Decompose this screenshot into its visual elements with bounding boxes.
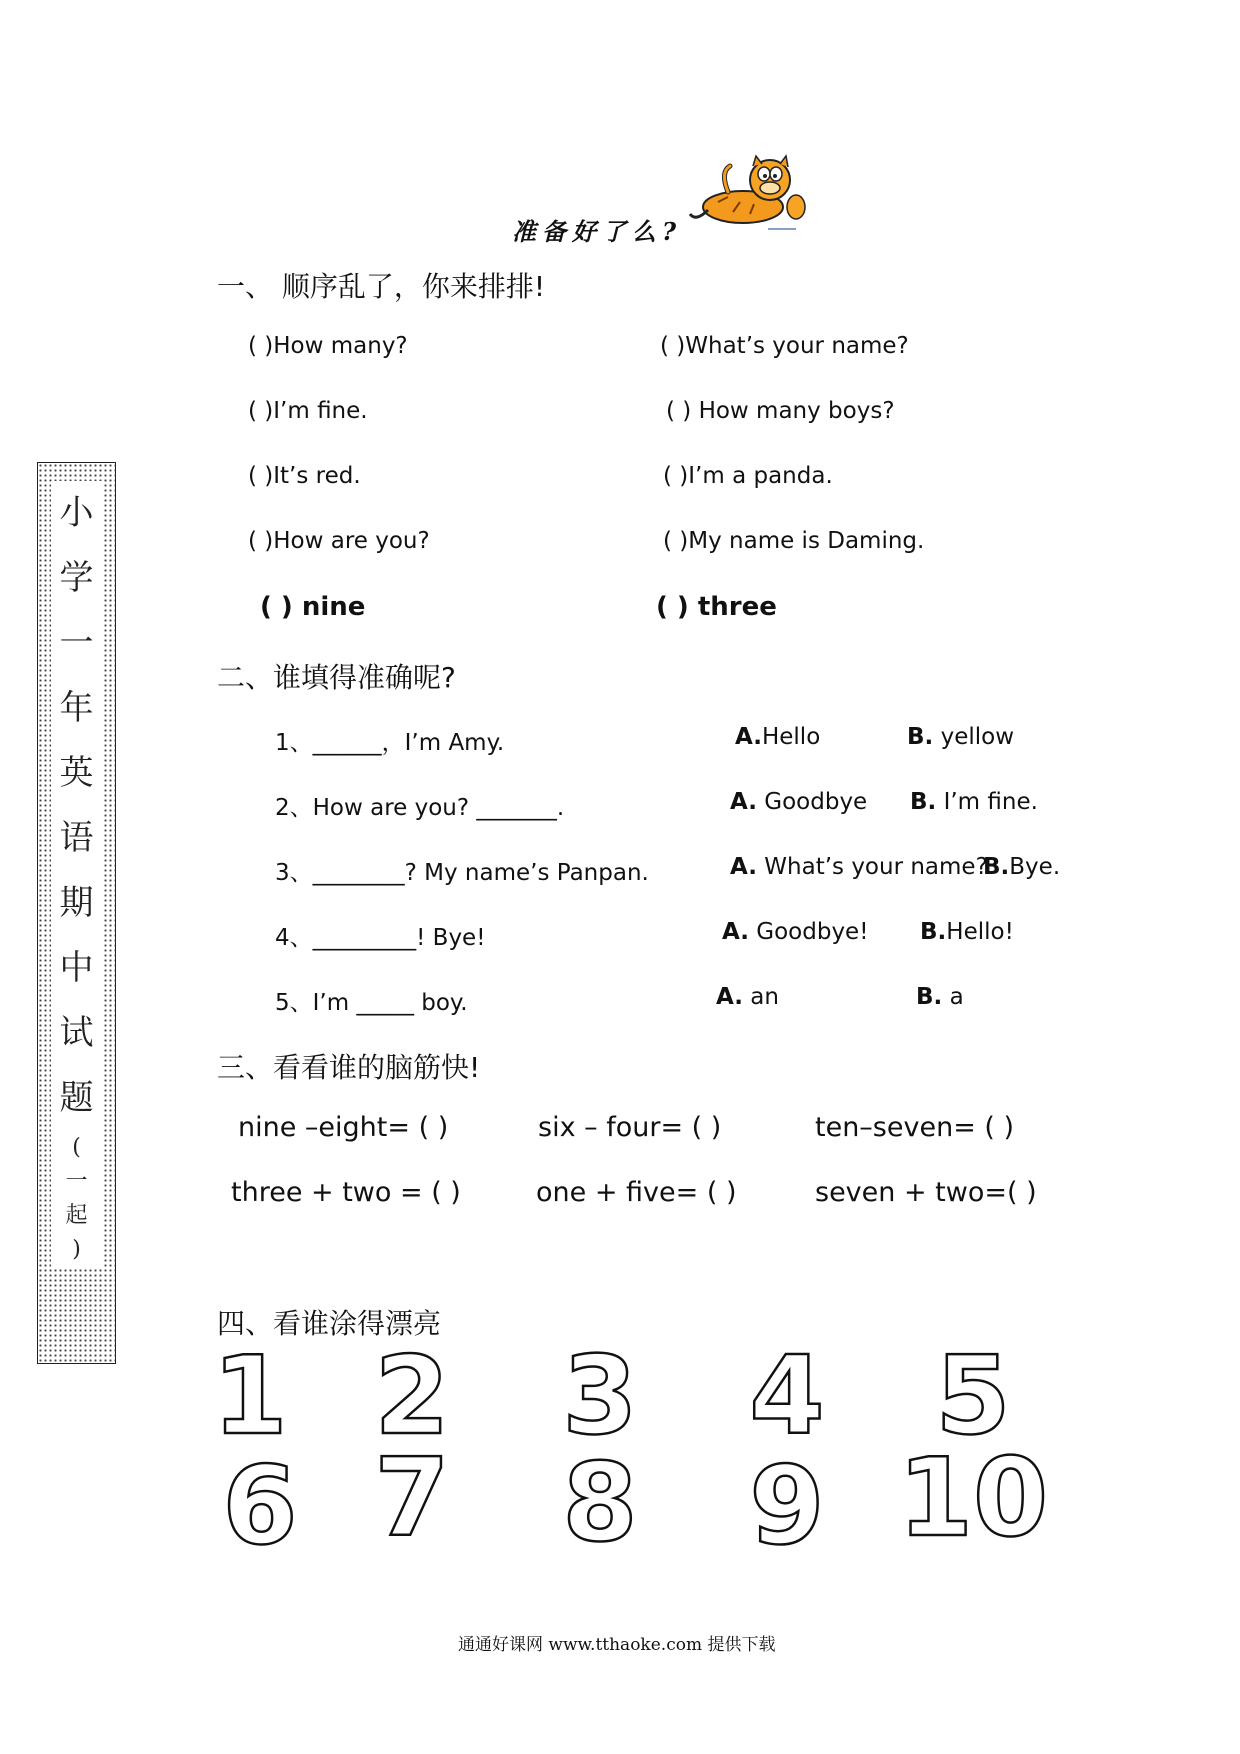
math-problem: six – four= ( ) bbox=[538, 1112, 722, 1143]
math-problem: ten–seven= ( ) bbox=[815, 1112, 1015, 1143]
order-item: ( )What’s your name? bbox=[660, 333, 909, 359]
math-problem: three + two = ( ) bbox=[231, 1177, 461, 1208]
outline-numbers bbox=[200, 1345, 1060, 1565]
outline-number: 4 bbox=[749, 1345, 825, 1459]
option-a bbox=[735, 724, 820, 750]
outline-number: 8 bbox=[562, 1441, 638, 1565]
outline-number: 1 bbox=[212, 1345, 288, 1459]
order-item: ( )It’s red. bbox=[248, 463, 361, 489]
side-char-suffix: ( bbox=[51, 1131, 103, 1165]
side-char: 年 bbox=[51, 676, 103, 741]
side-char-suffix: 起 bbox=[51, 1199, 103, 1233]
order-item: ( )I’m fine. bbox=[248, 398, 368, 424]
side-char: 题 bbox=[51, 1066, 103, 1131]
option-letter: B. bbox=[907, 724, 934, 750]
option-letter: A. bbox=[722, 919, 749, 945]
cartoon-cat-icon bbox=[688, 152, 808, 237]
fill-question: 4、_________! Bye! bbox=[275, 925, 486, 951]
outline-number: 5 bbox=[935, 1345, 1011, 1459]
option-letter: A. bbox=[735, 724, 762, 750]
fill-question: 2、How are you? _______. bbox=[275, 795, 565, 821]
order-item: ( )How many? bbox=[248, 333, 408, 359]
side-char: 中 bbox=[51, 936, 103, 1001]
option-a bbox=[716, 984, 779, 1010]
option-letter: B. bbox=[920, 919, 947, 945]
option-letter: A. bbox=[730, 854, 757, 880]
math-problem: nine –eight= ( ) bbox=[238, 1112, 449, 1143]
option-text: I’m fine. bbox=[936, 789, 1038, 815]
side-char: 语 bbox=[51, 806, 103, 871]
side-banner bbox=[37, 462, 116, 1364]
option-a bbox=[730, 854, 988, 880]
option-letter: A. bbox=[716, 984, 743, 1010]
option-text: Hello bbox=[761, 724, 821, 750]
order-item-three: ( ) three bbox=[656, 592, 777, 622]
option-b bbox=[916, 984, 964, 1010]
section1-heading: 一、 顺序乱了，你来排排! bbox=[217, 270, 546, 303]
option-text: a bbox=[942, 984, 964, 1010]
side-char: 小 bbox=[51, 481, 103, 546]
order-item: ( )My name is Daming. bbox=[663, 528, 925, 554]
side-char: 学 bbox=[51, 546, 103, 611]
option-text: an bbox=[742, 984, 779, 1010]
option-b bbox=[910, 789, 1038, 815]
math-problem: seven + two=( ) bbox=[815, 1177, 1037, 1208]
order-item: ( )I’m a panda. bbox=[663, 463, 833, 489]
section4-heading: 四、看谁涂得漂亮 bbox=[217, 1307, 442, 1340]
option-letter: A. bbox=[730, 789, 757, 815]
side-char: 试 bbox=[51, 1001, 103, 1066]
side-char-suffix: ) bbox=[51, 1233, 103, 1267]
fill-question: 3、________? My name’s Panpan. bbox=[275, 860, 649, 886]
order-item-nine: ( ) nine bbox=[260, 592, 366, 622]
option-b bbox=[983, 854, 1060, 880]
fill-question: 5、I’m _____ boy. bbox=[275, 990, 468, 1016]
option-letter: B. bbox=[916, 984, 943, 1010]
option-letter: B. bbox=[983, 854, 1010, 880]
math-problem: one + five= ( ) bbox=[536, 1177, 737, 1208]
outline-number: 2 bbox=[374, 1345, 450, 1459]
outline-number: 9 bbox=[749, 1444, 825, 1565]
side-char: 英 bbox=[51, 741, 103, 806]
section3-heading: 三、看看谁的脑筋快! bbox=[217, 1051, 481, 1084]
option-a bbox=[730, 789, 867, 815]
option-b bbox=[907, 724, 1014, 750]
option-text: Bye. bbox=[1009, 854, 1061, 880]
option-text: Goodbye! bbox=[748, 919, 869, 945]
footer-text: 通通好课网 www.tthaoke.com 提供下载 bbox=[458, 1635, 776, 1655]
side-char-suffix: 一 bbox=[51, 1165, 103, 1199]
fill-question: 1、______，I’m Amy. bbox=[275, 730, 505, 756]
order-item: ( ) How many boys? bbox=[666, 398, 895, 424]
option-letter: B. bbox=[910, 789, 937, 815]
side-char: 期 bbox=[51, 871, 103, 936]
option-b bbox=[920, 919, 1014, 945]
outline-number: 7 bbox=[374, 1436, 450, 1561]
option-text: Hello! bbox=[946, 919, 1014, 945]
outline-number: 6 bbox=[222, 1444, 298, 1565]
page-title: 准备好了么? bbox=[512, 217, 683, 246]
outline-number: 3 bbox=[562, 1345, 638, 1459]
order-item: ( )How are you? bbox=[248, 528, 430, 554]
option-text: yellow bbox=[933, 724, 1015, 750]
section2-heading: 二、谁填得准确呢? bbox=[217, 661, 456, 694]
outline-number: 10 bbox=[897, 1436, 1049, 1561]
side-char: 一 bbox=[51, 611, 103, 676]
option-a bbox=[722, 919, 868, 945]
option-text: What’s your name? bbox=[756, 854, 988, 880]
option-text: Goodbye bbox=[756, 789, 868, 815]
